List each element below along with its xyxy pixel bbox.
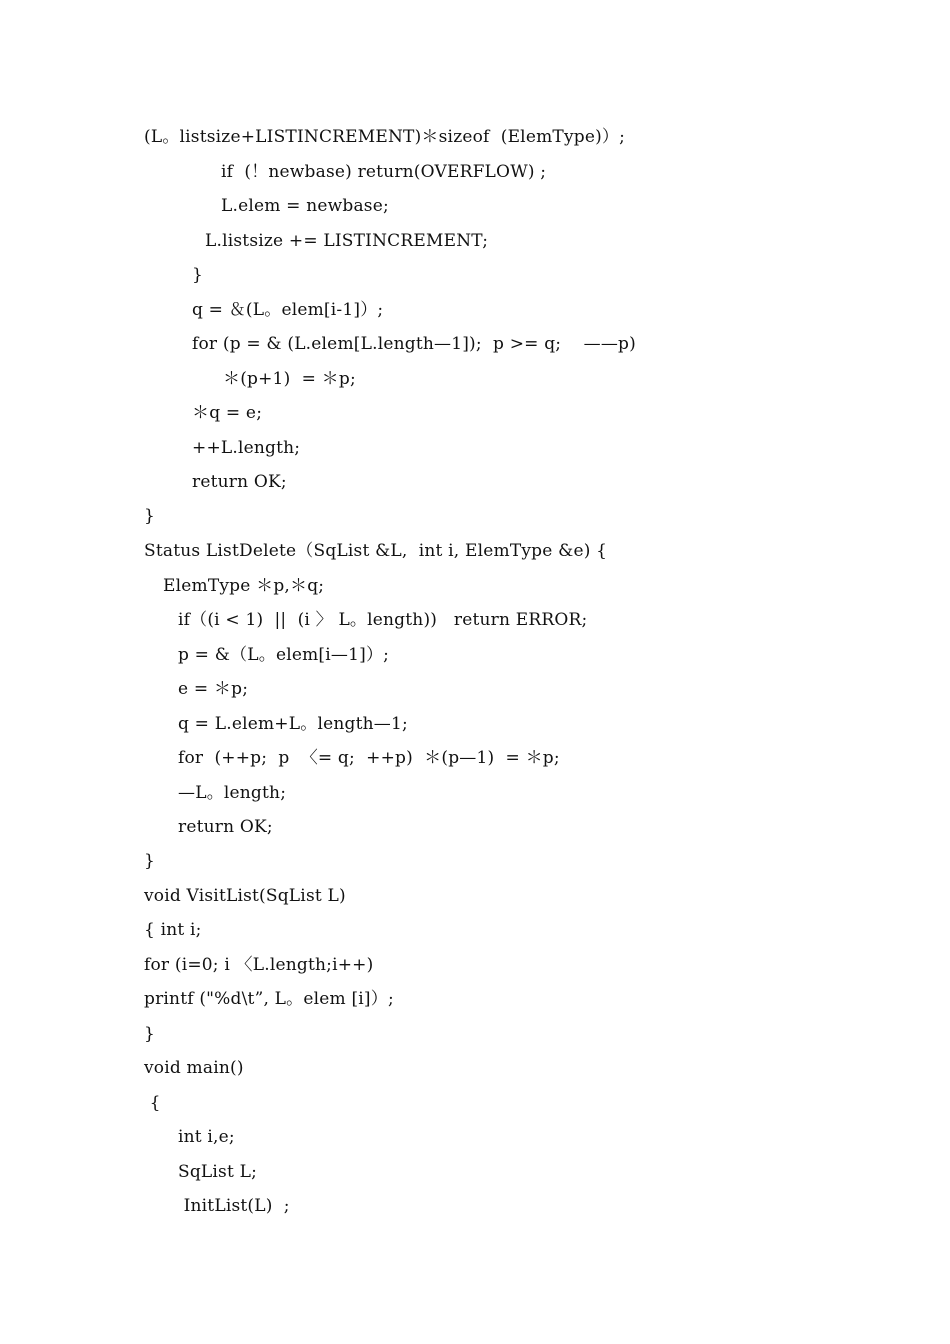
code-line: q = L.elem+L。length—1;: [178, 714, 408, 734]
code-line: {: [144, 1093, 161, 1113]
code-line: InitList(L) ;: [178, 1196, 290, 1216]
code-line: —L。length;: [178, 783, 287, 803]
code-line: if（(i < 1) || (i 〉 L。length)) return ERROR;: [178, 610, 588, 630]
code-line: int i,e;: [178, 1127, 235, 1147]
code-line: Status ListDelete（SqList &L, int i, ElemType &e) {: [144, 541, 608, 561]
code-line: p = &（L。elem[i—1]）;: [178, 645, 390, 665]
code-line: }: [144, 1024, 156, 1044]
code-line: void main(): [144, 1058, 244, 1078]
code-line: q = ＆(L。elem[i-1]）;: [192, 300, 384, 320]
code-line: if (！newbase) return(OVERFLOW) ;: [221, 162, 547, 182]
code-line: L.listsize += LISTINCREMENT;: [205, 231, 489, 251]
code-line: }: [144, 506, 156, 526]
code-line: ElemType ＊p,＊q;: [163, 576, 325, 596]
code-line: ＊q = e;: [192, 403, 263, 423]
code-line: }: [192, 265, 204, 285]
code-line: printf ("%d\t”, L。elem [i]）;: [144, 989, 394, 1009]
code-line: e = ＊p;: [178, 679, 249, 699]
code-line: for (p = & (L.elem[L.length—1]); p >= q; ——p): [192, 334, 636, 354]
code-line: for (++p; p 〈= q; ++p) ＊(p—1) = ＊p;: [178, 748, 560, 768]
code-line: return OK;: [178, 817, 273, 837]
code-line: void VisitList(SqList L): [144, 886, 346, 906]
code-line: (L。listsize+LISTINCREMENT)＊sizeof (ElemType)）;: [144, 127, 626, 147]
code-line: ++L.length;: [192, 438, 301, 458]
code-line: L.elem = newbase;: [221, 196, 389, 216]
code-line: for (i=0; i 〈L.length;i++): [144, 955, 374, 975]
code-line: SqList L;: [178, 1162, 258, 1182]
code-line: return OK;: [192, 472, 287, 492]
code-line: { int i;: [144, 920, 202, 940]
code-line: }: [144, 851, 156, 871]
code-line: ＊(p+1) = ＊p;: [223, 369, 356, 389]
